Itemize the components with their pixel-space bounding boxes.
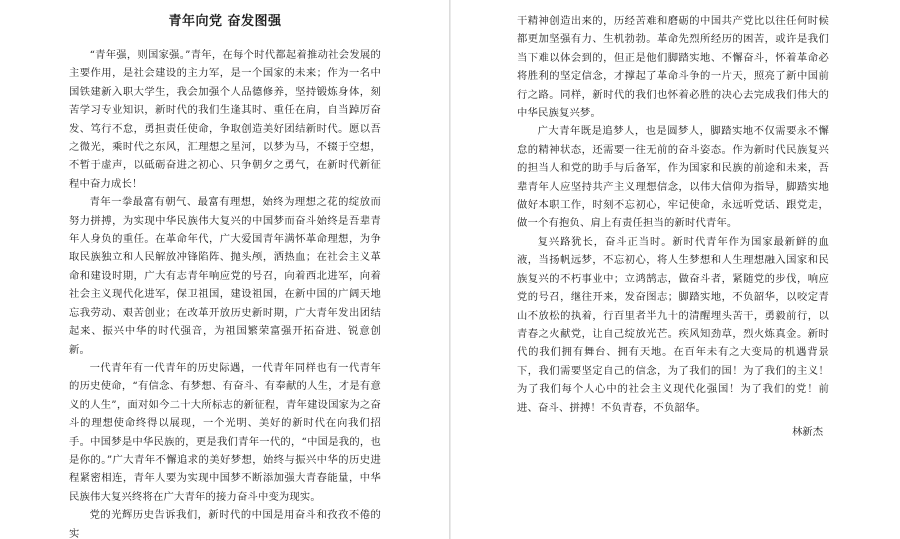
paragraph-4-start: 党的光辉历史告诉我们，新时代的中国是用奋斗和孜孜不倦的实 [69,509,381,539]
paragraph-4-continuation: 干精神创造出来的，历经苦难和磨砺的中国共产党比以往任何时候都更加坚强有力、生机勃勃。革命先烈所经历的困苦，或许是我们当下难以体会到的，但正是他们脚踏实地、不懈奋斗，怀着革命必将胜利的坚定信念，才撑起了革命斗争的一片天，照亮了新中国前行之路。同样，新时代的我们也怀着必胜的决心去完成我们伟大的中华民族复兴梦。 [517,15,829,120]
right-page-content [517,12,829,441]
document-title: 青年向党 奋发图强 [168,14,282,29]
left-page-content [69,12,381,539]
left-page [0,0,449,539]
right-page [451,0,900,539]
paragraph-6: 复兴路犹长，奋斗正当时。新时代青年作为国家最新鲜的血液，当扬帆远梦，不忘初心，将人生梦想和人生理想融入国家和民族复兴的不朽事业中；立鸿鹄志，做奋斗者，紧随党的步伐，响应党的号召，继往开来，发奋图志；脚踏实地，不负韶华，以咬定青山不放松的执着，行百里者半九十的清醒埋头苦干，勇毅前行，以青春之火献党，让自己绽放光芒。疾风知劲草，烈火炼真金。新时代的我们拥有舞台、拥有天地。在百年未有之大变局的机遇背景下，我们需要坚定自己的信念，为了我们的国！为了我们的主义！为了我们每个人心中的社会主义现代化强国！为了我们的党！前进、奋斗、拼搏！不负青春，不负韶华。 [517,235,829,414]
paragraph-5: 广大青年既是追梦人，也是圆梦人，脚踏实地不仅需要永不懈怠的精神状态，还需要一往无前的奋斗姿态。作为新时代民族复兴的担当人和党的助手与后备军，作为国家和民族的前途和未来，吾辈青年人应坚持共产主义理想信念，以伟大信仰为指导，脚踏实地做好本职工作，时刻不忘初心，牢记使命，永远听党话、跟党走，做一个有抱负、肩上有责任担当的新时代青年。 [517,125,829,230]
author-signature: 林新杰 [792,425,823,438]
paragraph-1: “青年强，则国家强。”青年，在每个时代都起着推动社会发展的主要作用，是社会建设的主力军，是一个国家的未来；作为一名中国铁建新入职大学生，我会加强个人品德修养，坚持锻炼身体，刻苦学习专业知识，新时代的我们生逢其时、重任在肩，自当踔厉奋发、笃行不怠，勇担责任使命，争取创造美好团结新时代。愿以吾之微光，乘时代之东风，汇理想之星河，以梦为马，不辍于空想，不暂于虚声，以砥砺奋进之初心、只争朝夕之勇气，在新时代新征程中奋力成长！ [69,49,381,190]
paragraph-2: 青年一拳最富有朝气、最富有理想，始终为理想之花的绽放而努力拼搏，为实现中华民族伟大复兴的中国梦而奋斗始终是吾辈青年人身负的重任。在革命年代，广大爱国青年满怀革命理想，为争取民族独立和人民解放冲锋陷阵、抛头颅，洒热血；在社会主义革命和建设时期，广大有志青年响应党的号召，向着西北进军，向着社会主义现代化进军，保卫祖国，建设祖国，在新中国的广阔天地忘我劳动、艰苦创业；在改革开放历史新时期，广大青年发出团结起来、振兴中华的时代强音，为祖国繁荣富强开拓奋进、锐意创新。 [69,196,381,356]
paragraph-3: 一代青年有一代青年的历史际遇，一代青年同样也有一代青年的历史使命，“有信念、有梦想、有奋斗、有奉献的人生，才是有意义的人生”，面对如今二十大所标志的新征程，青年建设国家为之奋斗的理想使命终得以展现，一个光明、美好的新时代在向我们招手。中国梦是中华民族的，更是我们青年一代的，“中国是我的，也是你的。”广大青年不懈追求的美好梦想，始终与振兴中华的历史进程紧密相连，青年人要为实现中国梦不断添加强大青春能量，中华民族伟大复兴终将在广大青年的接力奋斗中变为现实。 [69,361,381,503]
